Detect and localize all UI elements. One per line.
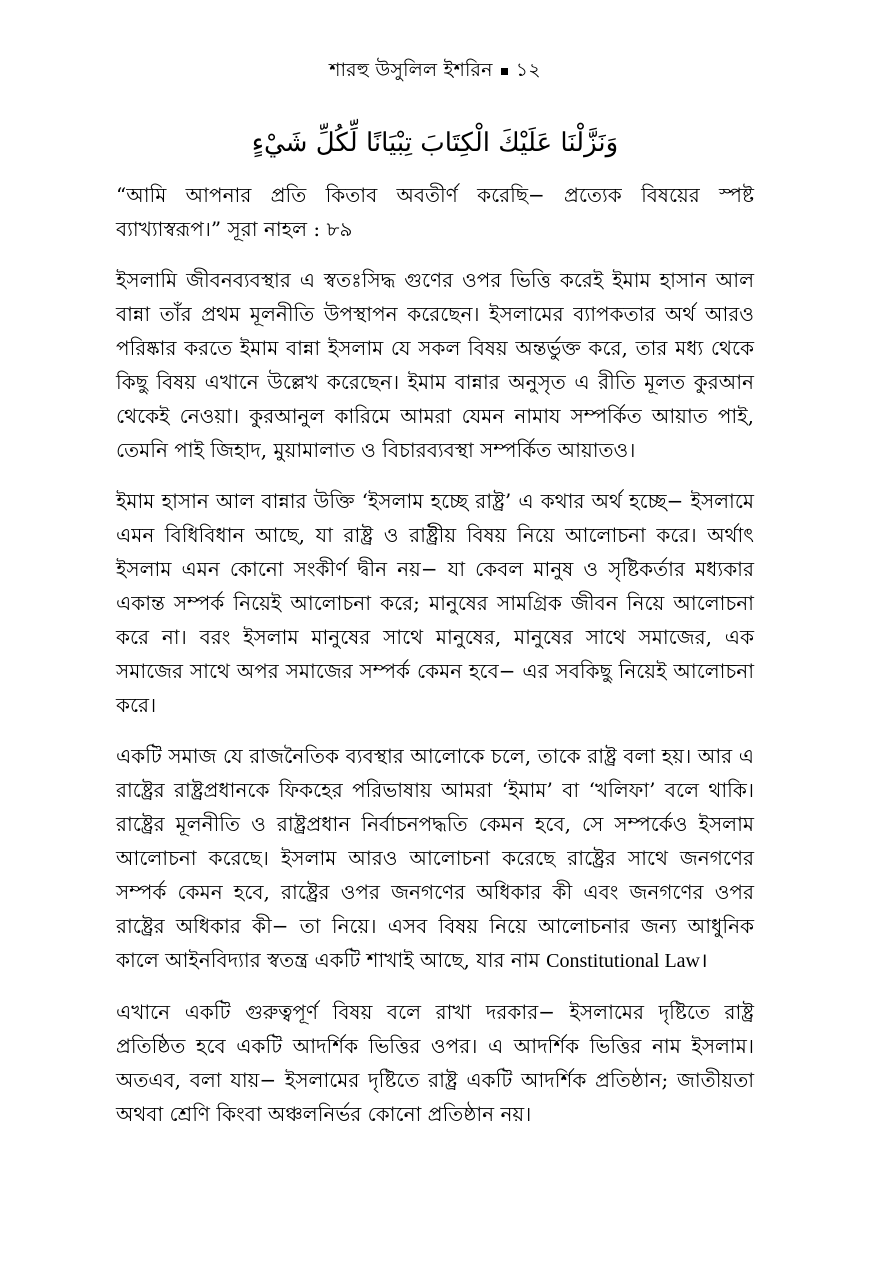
page-number: ১২: [515, 59, 541, 81]
paragraph-4: এখানে একটি গুরুত্বপূর্ণ বিষয় বলে রাখা দরকার− ইসলামের দৃষ্টিতে রাষ্ট্র প্রতিষ্ঠিত হবে একটি আদর্শিক ভিত্তির ওপর। এ আদর্শিক ভিত্তির নাম ইসলাম। অতএব, বলা যায়− ইসলামের দৃষ্টিতে রাষ্ট্র একটি আদর্শিক প্রতিষ্ঠান; জাতীয়তা অথবা শ্রেণি কিংবা অঞ্চলনির্ভর কোনো প্রতিষ্ঠান নয়।: [116, 1000, 754, 1126]
verse-translation: “আমি আপনার প্রতি কিতাব অবতীর্ণ করেছি− প্রত্যেক বিষয়ের স্পষ্ট ব্যাখ্যাস্বরূপ।” সূরা নাহল : ৮৯: [116, 183, 754, 241]
english-term: Constitutional Law: [546, 950, 700, 972]
book-title: শারহু উসুলিল ইশরিন: [329, 59, 493, 81]
body-text: [116, 178, 754, 1148]
quran-verse-arabic: وَنَزَّلْنَا عَلَيْكَ الْكِتَابَ تِبْيَانًا لِّكُلِّ شَيْءٍ: [251, 128, 619, 158]
paragraph-2: ইমাম হাসান আল বান্নার উক্তি ‘ইসলাম হচ্ছে রাষ্ট্র’ এ কথার অর্থ হচ্ছে− ইসলামে এমন বিধিবিধান আছে, যা রাষ্ট্র ও রাষ্ট্রীয় বিষয় নিয়ে আলোচনা করে। অর্থাৎ ইসলাম এমন কোনো সংকীর্ণ দ্বীন নয়− যা কেবল মানুষ ও সৃষ্টিকর্তার মধ্যকার একান্ত সম্পর্ক নিয়েই আলোচনা করে; মানুষের সামগ্রিক জীবন নিয়ে আলোচনা করে না। বরং ইসলাম মানুষের সাথে মানুষের, মানুষের সাথে সমাজের, এক সমাজের সাথে অপর সমাজের সম্পর্ক কেমন হবে− এর সবকিছু নিয়েই আলোচনা করে।: [116, 489, 754, 717]
paragraph-1: ইসলামি জীবনব্যবস্থার এ স্বতঃসিদ্ধ গুণের ওপর ভিত্তি করেই ইমাম হাসান আল বান্না তাঁর প্রথম মূলনীতি উপস্থাপন করেছেন। ইসলামের ব্যাপকতার অর্থ আরও পরিষ্কার করতে ইমাম বান্না ইসলাম যে সকল বিষয় অন্তর্ভুক্ত করে, তার মধ্য থেকে কিছু বিষয় এখানে উল্লেখ করেছেন। ইমাম বান্নার অনুসৃত এ রীতি মূলত কুরআন থেকেই নেওয়া। কুরআনুল কারিমে আমরা যেমন নামায সম্পর্কিত আয়াত পাই, তেমনি পাই জিহাদ, মুয়ামালাত ও বিচারব্যবস্থা সম্পর্কিত আয়াতও।: [116, 268, 754, 462]
separator-square-icon: [501, 68, 508, 75]
paragraph-3-end-mark: ।: [700, 948, 708, 972]
paragraph-3: [116, 739, 754, 978]
paragraph-3-text: একটি সমাজ যে রাজনৈতিক ব্যবস্থার আলোকে চলে, তাকে রাষ্ট্র বলা হয়। আর এ রাষ্ট্রের রাষ্ট্রপ্রধানকে ফিকহের পরিভাষায় আমরা ‘ইমাম’ বা ‘খলিফা’ বলে থাকি। রাষ্ট্রের মূলনীতি ও রাষ্ট্রপ্রধান নির্বাচনপদ্ধতি কেমন হবে, সে সম্পর্কেও ইসলাম আলোচনা করেছে। ইসলাম আরও আলোচনা করেছে রাষ্ট্রের সাথে জনগণের সম্পর্ক কেমন হবে, রাষ্ট্রের ওপর জনগণের অধিকার কী এবং জনগণের ওপর রাষ্ট্রের অধিকার কী− তা নিয়ে। এসব বিষয় নিয়ে আলোচনার জন্য আধুনিক কালে আইনবিদ্যার স্বতন্ত্র একটি শাখাই আছে, যার নাম: [116, 744, 754, 972]
running-header: [0, 56, 870, 88]
